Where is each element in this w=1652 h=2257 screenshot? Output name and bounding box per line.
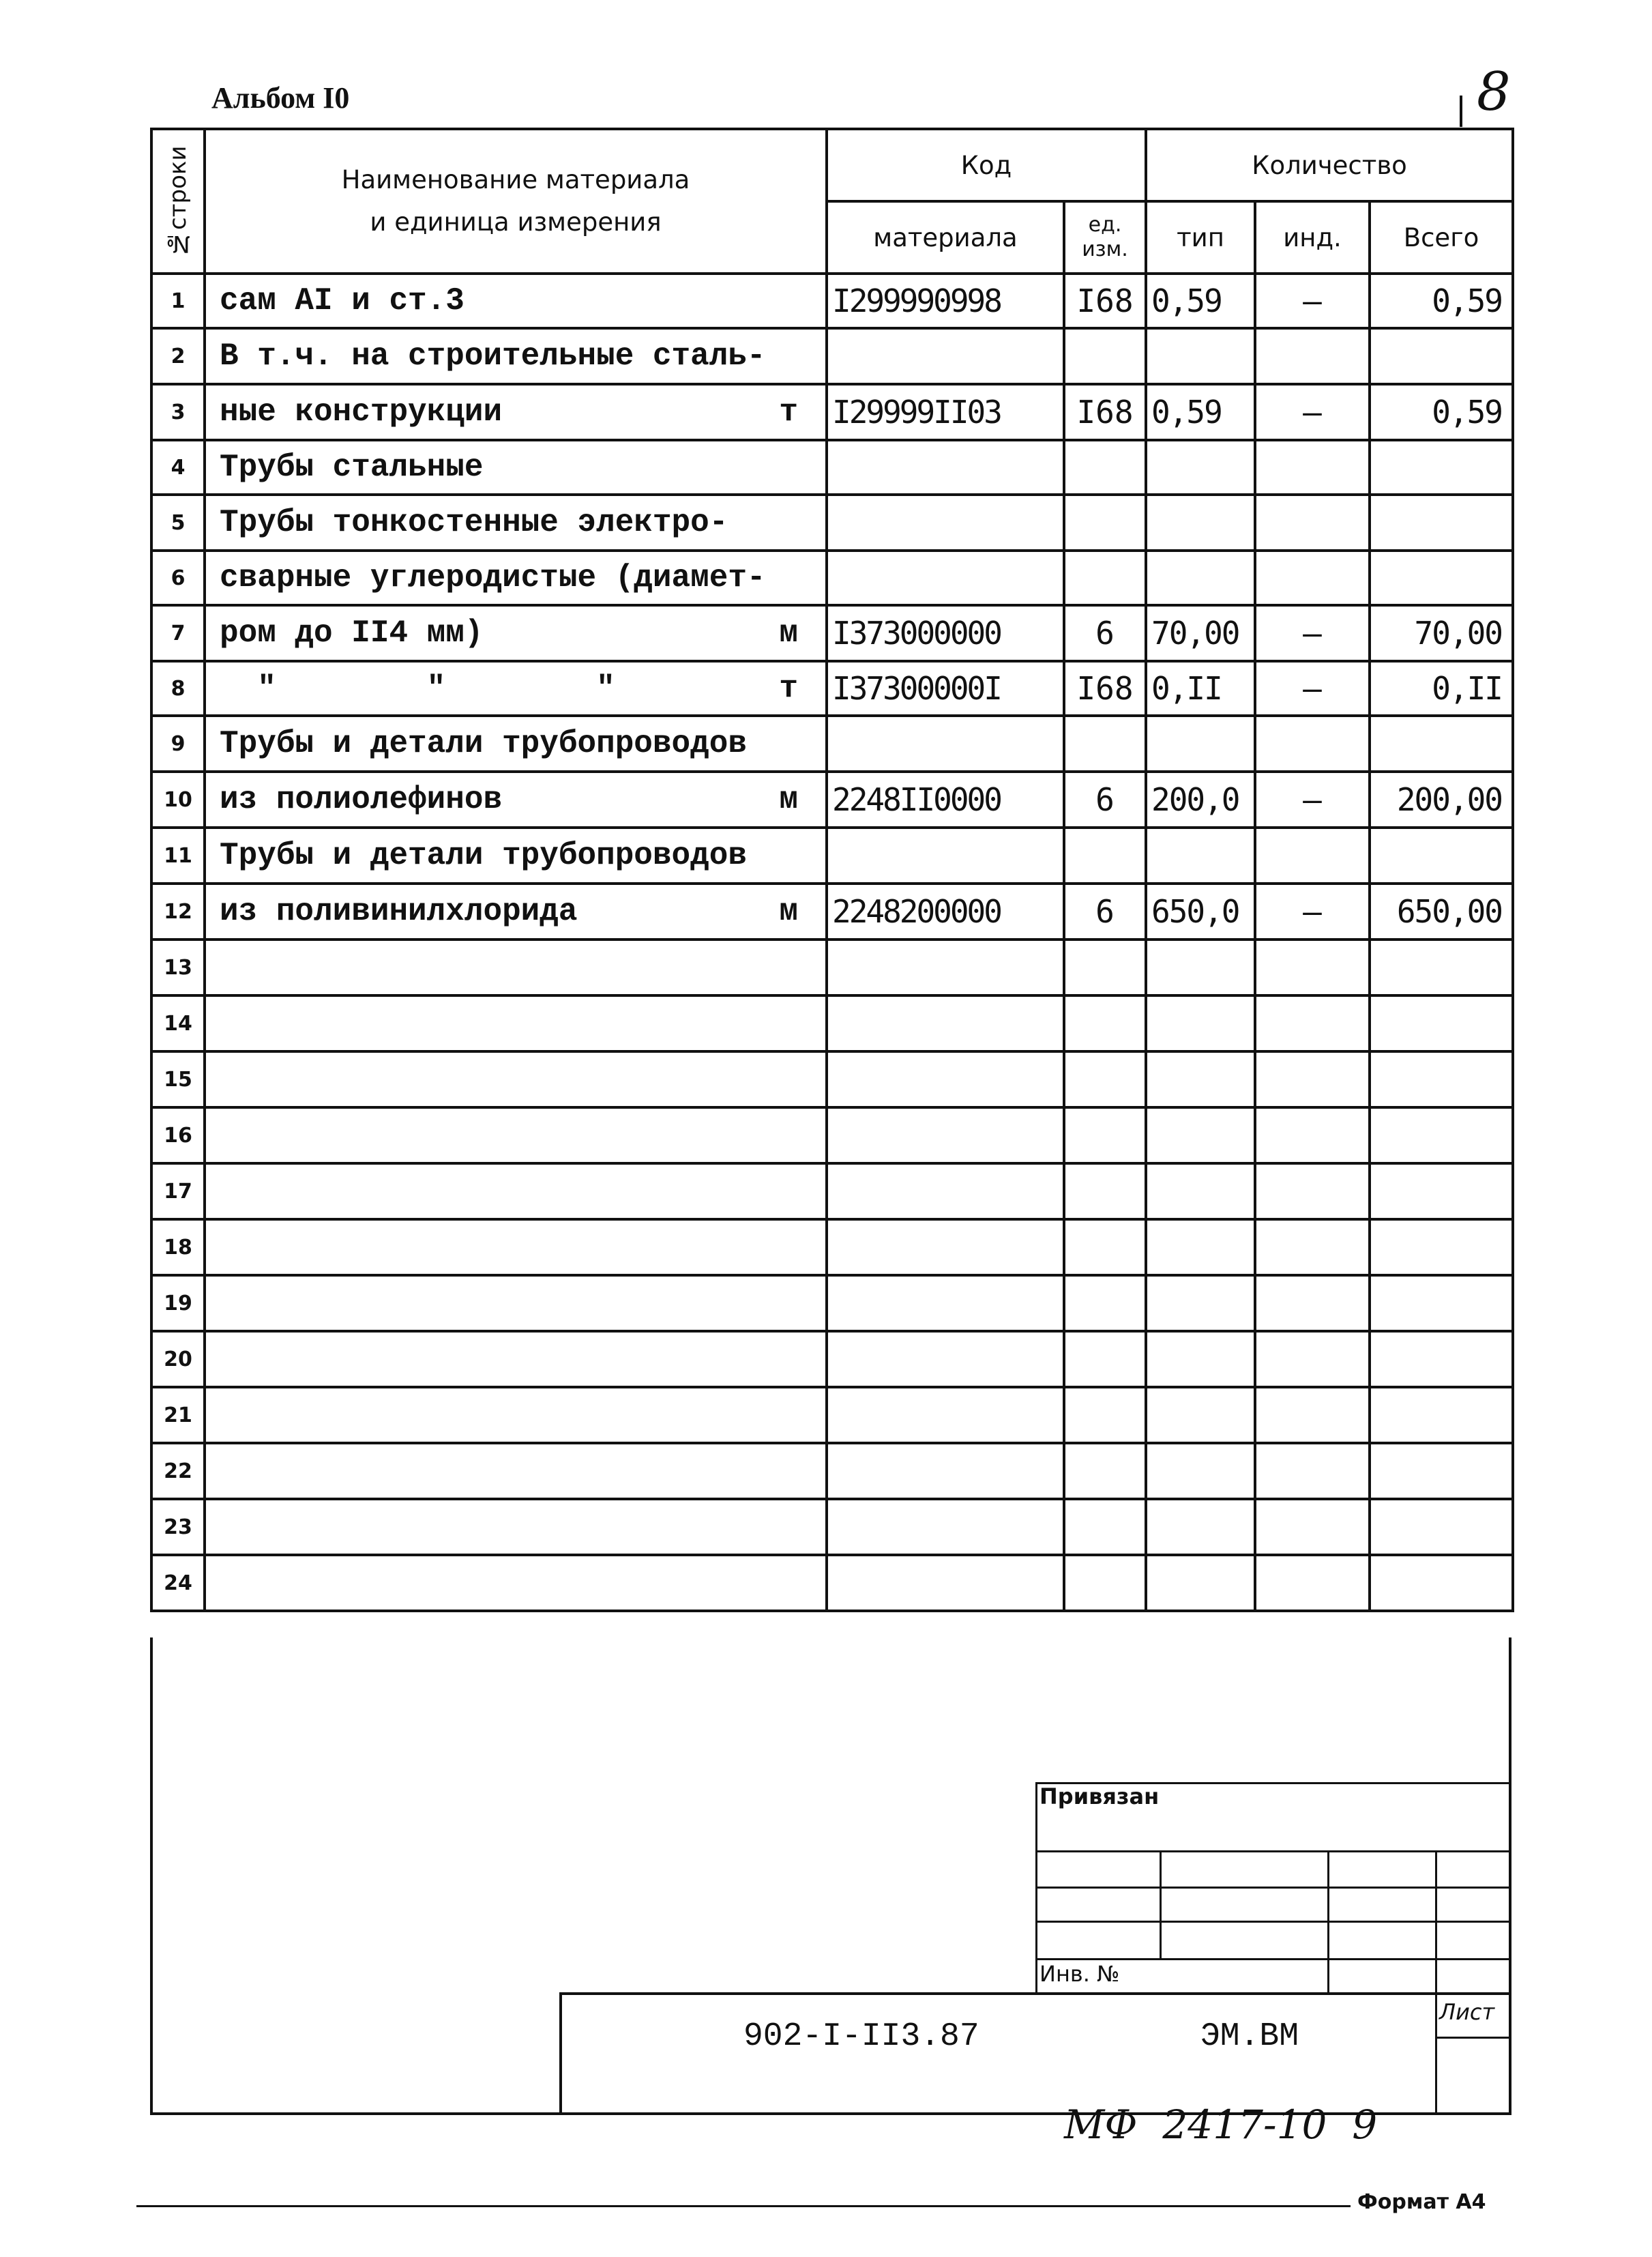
qty-total bbox=[1370, 440, 1513, 495]
material-name bbox=[205, 1275, 827, 1331]
material-code: 2248200000 bbox=[827, 884, 1064, 940]
unit-code bbox=[1064, 1107, 1146, 1163]
qty-ind bbox=[1255, 940, 1370, 995]
table-row bbox=[151, 1387, 1513, 1443]
unit-code bbox=[1064, 1443, 1146, 1499]
page-tick bbox=[1460, 96, 1462, 127]
tb-mark: ЭМ.ВМ bbox=[1200, 2018, 1299, 2055]
qty-ind bbox=[1255, 1331, 1370, 1387]
stamp-top bbox=[559, 1992, 1511, 1995]
material-name-text: В т.ч. на строительные сталь- bbox=[220, 338, 766, 374]
material-name bbox=[205, 1163, 827, 1219]
material-name bbox=[205, 1331, 827, 1387]
qty-ind: – bbox=[1255, 661, 1370, 716]
format-label: Формат А4 bbox=[1357, 2190, 1486, 2214]
header-total: Всего bbox=[1370, 201, 1513, 274]
qty-type bbox=[1146, 1331, 1255, 1387]
tb-v2 bbox=[1327, 1850, 1329, 1994]
unit-code bbox=[1064, 716, 1146, 772]
table-row bbox=[151, 495, 1513, 551]
unit-code: I68 bbox=[1064, 274, 1146, 328]
unit-code bbox=[1064, 328, 1146, 384]
qty-type: 70,00 bbox=[1146, 605, 1255, 661]
row-number: 9 bbox=[151, 716, 205, 772]
table-row bbox=[151, 1107, 1513, 1163]
material-name bbox=[205, 384, 827, 440]
unit-code: I68 bbox=[1064, 661, 1146, 716]
qty-total bbox=[1370, 940, 1513, 995]
header-type: тип bbox=[1146, 201, 1255, 274]
qty-total: 0,59 bbox=[1370, 274, 1513, 328]
table-row bbox=[151, 1555, 1513, 1611]
unit-code bbox=[1064, 1387, 1146, 1443]
table-row bbox=[151, 995, 1513, 1051]
qty-type bbox=[1146, 1499, 1255, 1555]
materials-table bbox=[150, 128, 1514, 1612]
material-name-text: Трубы и детали трубопроводов bbox=[220, 838, 747, 873]
qty-total bbox=[1370, 1275, 1513, 1331]
row-number: 15 bbox=[151, 1051, 205, 1107]
row-number: 19 bbox=[151, 1275, 205, 1331]
tb-v1 bbox=[1160, 1850, 1162, 1960]
material-unit: т bbox=[779, 394, 798, 430]
table-row bbox=[151, 440, 1513, 495]
material-code: I373000000 bbox=[827, 605, 1064, 661]
unit-code: 6 bbox=[1064, 605, 1146, 661]
unit-code bbox=[1064, 1219, 1146, 1275]
row-number: 11 bbox=[151, 828, 205, 884]
qty-type bbox=[1146, 440, 1255, 495]
tb-inv-no: Инв. № bbox=[1039, 1961, 1120, 1987]
qty-type bbox=[1146, 828, 1255, 884]
material-name bbox=[205, 884, 827, 940]
table-row bbox=[151, 940, 1513, 995]
material-code bbox=[827, 1555, 1064, 1611]
material-name-text: сам AI и ст.3 bbox=[220, 283, 464, 319]
header-code-unit: ед. изм. bbox=[1064, 201, 1146, 274]
material-name bbox=[205, 1443, 827, 1499]
qty-type bbox=[1146, 551, 1255, 605]
table-row bbox=[151, 884, 1513, 940]
table-row bbox=[151, 274, 1513, 328]
unit-code bbox=[1064, 828, 1146, 884]
album-label: Альбом I0 bbox=[211, 81, 350, 115]
row-number: 1 bbox=[151, 274, 205, 328]
row-number: 24 bbox=[151, 1555, 205, 1611]
table-row bbox=[151, 1443, 1513, 1499]
material-code bbox=[827, 440, 1064, 495]
qty-ind bbox=[1255, 828, 1370, 884]
qty-ind bbox=[1255, 1499, 1370, 1555]
qty-type bbox=[1146, 1275, 1255, 1331]
material-code bbox=[827, 495, 1064, 551]
qty-ind bbox=[1255, 716, 1370, 772]
handwritten-stamp: МФ 2417-10 9 bbox=[1064, 2101, 1378, 2148]
tb-v3 bbox=[1435, 1850, 1437, 2115]
unit-code bbox=[1064, 1163, 1146, 1219]
qty-type bbox=[1146, 940, 1255, 995]
material-name-text: ром до II4 мм) bbox=[220, 615, 484, 651]
unit-code bbox=[1064, 940, 1146, 995]
material-unit: т bbox=[779, 671, 798, 706]
qty-total bbox=[1370, 1051, 1513, 1107]
qty-type: 200,0 bbox=[1146, 772, 1255, 828]
unit-code bbox=[1064, 1051, 1146, 1107]
qty-ind bbox=[1255, 440, 1370, 495]
qty-type bbox=[1146, 1051, 1255, 1107]
qty-total: 650,00 bbox=[1370, 884, 1513, 940]
row-number: 4 bbox=[151, 440, 205, 495]
unit-code bbox=[1064, 1331, 1146, 1387]
qty-total bbox=[1370, 1163, 1513, 1219]
qty-ind bbox=[1255, 551, 1370, 605]
tb-doc-code: 902-I-II3.87 bbox=[743, 2018, 979, 2055]
tb-privyazan: Привязан bbox=[1039, 1783, 1160, 1809]
header-code-material: материала bbox=[827, 201, 1064, 274]
material-name bbox=[205, 495, 827, 551]
tb-h1 bbox=[1035, 1850, 1511, 1852]
material-name bbox=[205, 661, 827, 716]
qty-ind bbox=[1255, 495, 1370, 551]
header-name-line2: и единица измерения bbox=[370, 207, 662, 237]
tb-h3 bbox=[1035, 1921, 1511, 1923]
row-number: 18 bbox=[151, 1219, 205, 1275]
qty-type bbox=[1146, 328, 1255, 384]
material-name bbox=[205, 772, 827, 828]
qty-type bbox=[1146, 1163, 1255, 1219]
material-code bbox=[827, 1387, 1064, 1443]
material-code bbox=[827, 940, 1064, 995]
qty-type: 0,59 bbox=[1146, 274, 1255, 328]
qty-ind bbox=[1255, 1163, 1370, 1219]
material-name-text: из поливинилхлорида bbox=[220, 894, 578, 929]
material-code: I37300000I bbox=[827, 661, 1064, 716]
material-name bbox=[205, 828, 827, 884]
qty-total bbox=[1370, 716, 1513, 772]
table-row bbox=[151, 328, 1513, 384]
material-name-text: сварные углеродистые (диамет- bbox=[220, 560, 766, 596]
table-row bbox=[151, 384, 1513, 440]
qty-type bbox=[1146, 1107, 1255, 1163]
unit-code bbox=[1064, 440, 1146, 495]
row-number: 12 bbox=[151, 884, 205, 940]
material-code: I299990998 bbox=[827, 274, 1064, 328]
qty-ind bbox=[1255, 995, 1370, 1051]
qty-total bbox=[1370, 551, 1513, 605]
material-name bbox=[205, 1107, 827, 1163]
qty-ind: – bbox=[1255, 274, 1370, 328]
material-code bbox=[827, 1499, 1064, 1555]
row-number: 16 bbox=[151, 1107, 205, 1163]
qty-total bbox=[1370, 328, 1513, 384]
stamp-left bbox=[559, 1992, 562, 2115]
table-row bbox=[151, 661, 1513, 716]
row-number: 17 bbox=[151, 1163, 205, 1219]
qty-ind bbox=[1255, 1275, 1370, 1331]
material-name bbox=[205, 1219, 827, 1275]
row-number: 8 bbox=[151, 661, 205, 716]
table-row bbox=[151, 1051, 1513, 1107]
material-unit: м bbox=[779, 894, 798, 929]
table-row bbox=[151, 551, 1513, 605]
tb-sheet-label: Лист bbox=[1439, 1999, 1495, 2025]
material-code bbox=[827, 995, 1064, 1051]
material-name bbox=[205, 995, 827, 1051]
table-row bbox=[151, 605, 1513, 661]
qty-total bbox=[1370, 495, 1513, 551]
qty-ind bbox=[1255, 1107, 1370, 1163]
qty-type: 650,0 bbox=[1146, 884, 1255, 940]
qty-ind: – bbox=[1255, 384, 1370, 440]
stamp-sheet-h bbox=[1435, 2037, 1511, 2039]
qty-type bbox=[1146, 1443, 1255, 1499]
row-number: 5 bbox=[151, 495, 205, 551]
qty-total: 70,00 bbox=[1370, 605, 1513, 661]
material-name-text: Трубы стальные bbox=[220, 450, 484, 485]
qty-ind bbox=[1255, 1443, 1370, 1499]
material-code bbox=[827, 828, 1064, 884]
material-code bbox=[827, 716, 1064, 772]
unit-code: 6 bbox=[1064, 772, 1146, 828]
qty-ind: – bbox=[1255, 605, 1370, 661]
material-name bbox=[205, 328, 827, 384]
material-code: 2248II0000 bbox=[827, 772, 1064, 828]
qty-ind bbox=[1255, 1219, 1370, 1275]
material-name bbox=[205, 1387, 827, 1443]
qty-total bbox=[1370, 1107, 1513, 1163]
qty-type bbox=[1146, 1555, 1255, 1611]
row-number: 22 bbox=[151, 1443, 205, 1499]
qty-total bbox=[1370, 1331, 1513, 1387]
frame-left-line bbox=[150, 1637, 153, 2115]
qty-total bbox=[1370, 1387, 1513, 1443]
unit-code bbox=[1064, 995, 1146, 1051]
header-quantity: Количество bbox=[1146, 129, 1513, 201]
material-name bbox=[205, 605, 827, 661]
material-code bbox=[827, 328, 1064, 384]
material-name-text: ные конструкции bbox=[220, 394, 503, 430]
qty-total bbox=[1370, 1555, 1513, 1611]
material-code bbox=[827, 1219, 1064, 1275]
qty-type: 0,59 bbox=[1146, 384, 1255, 440]
table-row bbox=[151, 1499, 1513, 1555]
table-row bbox=[151, 828, 1513, 884]
qty-total bbox=[1370, 828, 1513, 884]
material-name bbox=[205, 1499, 827, 1555]
header-name-line1: Наименование материала bbox=[341, 165, 690, 194]
material-name bbox=[205, 440, 827, 495]
row-number: 3 bbox=[151, 384, 205, 440]
bottom-rule bbox=[136, 2205, 1351, 2207]
material-unit: м bbox=[779, 615, 798, 651]
material-name-text: Трубы тонкостенные электро- bbox=[220, 505, 728, 540]
unit-code bbox=[1064, 551, 1146, 605]
unit-code bbox=[1064, 1275, 1146, 1331]
page-number: 8 bbox=[1477, 61, 1511, 123]
unit-code: 6 bbox=[1064, 884, 1146, 940]
material-name bbox=[205, 274, 827, 328]
material-unit: м bbox=[779, 782, 798, 817]
unit-code bbox=[1064, 1555, 1146, 1611]
table-row bbox=[151, 772, 1513, 828]
qty-ind bbox=[1255, 328, 1370, 384]
unit-code bbox=[1064, 495, 1146, 551]
qty-ind bbox=[1255, 1051, 1370, 1107]
tb-h2 bbox=[1035, 1887, 1511, 1889]
material-name bbox=[205, 1555, 827, 1611]
material-name bbox=[205, 551, 827, 605]
material-code bbox=[827, 1163, 1064, 1219]
row-number: 21 bbox=[151, 1387, 205, 1443]
material-code bbox=[827, 1443, 1064, 1499]
material-code bbox=[827, 1051, 1064, 1107]
qty-total bbox=[1370, 1219, 1513, 1275]
qty-total: 200,00 bbox=[1370, 772, 1513, 828]
row-number: 13 bbox=[151, 940, 205, 995]
material-code: I29999II03 bbox=[827, 384, 1064, 440]
qty-ind bbox=[1255, 1555, 1370, 1611]
row-number: 2 bbox=[151, 328, 205, 384]
material-name-text: из полиолефинов bbox=[220, 782, 503, 817]
row-number: 7 bbox=[151, 605, 205, 661]
unit-code: I68 bbox=[1064, 384, 1146, 440]
row-number: 6 bbox=[151, 551, 205, 605]
row-number: 14 bbox=[151, 995, 205, 1051]
material-code bbox=[827, 1275, 1064, 1331]
qty-total bbox=[1370, 1443, 1513, 1499]
qty-total: 0,59 bbox=[1370, 384, 1513, 440]
material-code bbox=[827, 1107, 1064, 1163]
qty-type: 0,II bbox=[1146, 661, 1255, 716]
frame-right-line bbox=[1509, 1637, 1511, 2115]
header-ind: инд. bbox=[1255, 201, 1370, 274]
qty-ind bbox=[1255, 1387, 1370, 1443]
header-code: Код bbox=[827, 129, 1146, 201]
material-name bbox=[205, 1051, 827, 1107]
material-name-text: Трубы и детали трубопроводов bbox=[220, 726, 747, 761]
header-name bbox=[205, 129, 827, 274]
row-number: 10 bbox=[151, 772, 205, 828]
header-row-number: №строки bbox=[151, 129, 205, 274]
material-name bbox=[205, 940, 827, 995]
row-number: 23 bbox=[151, 1499, 205, 1555]
qty-type bbox=[1146, 1387, 1255, 1443]
qty-type bbox=[1146, 716, 1255, 772]
qty-total: 0,II bbox=[1370, 661, 1513, 716]
qty-total bbox=[1370, 1499, 1513, 1555]
table-row bbox=[151, 1331, 1513, 1387]
table-row bbox=[151, 1219, 1513, 1275]
table-row bbox=[151, 1163, 1513, 1219]
material-code bbox=[827, 551, 1064, 605]
qty-type bbox=[1146, 1219, 1255, 1275]
qty-ind: – bbox=[1255, 772, 1370, 828]
material-code bbox=[827, 1331, 1064, 1387]
unit-code bbox=[1064, 1499, 1146, 1555]
tb-h4 bbox=[1035, 1958, 1511, 1960]
table-row bbox=[151, 1275, 1513, 1331]
qty-type bbox=[1146, 495, 1255, 551]
qty-total bbox=[1370, 995, 1513, 1051]
qty-type bbox=[1146, 995, 1255, 1051]
row-number: 20 bbox=[151, 1331, 205, 1387]
material-name bbox=[205, 716, 827, 772]
qty-ind: – bbox=[1255, 884, 1370, 940]
material-name-text: " " " bbox=[220, 671, 615, 706]
table-row bbox=[151, 716, 1513, 772]
